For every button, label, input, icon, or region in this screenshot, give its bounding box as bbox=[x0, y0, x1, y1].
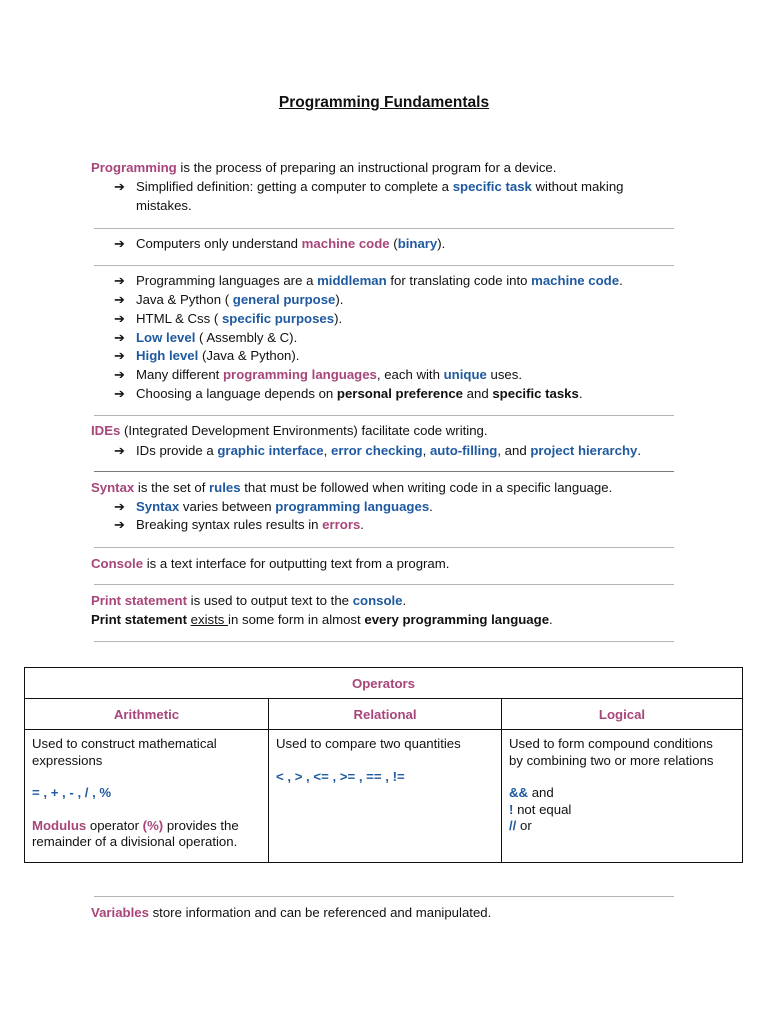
list-item: ➔ Programming languages are a middleman for translating code into machine code. bbox=[114, 273, 623, 288]
cell-text: by combining two or more relations bbox=[509, 752, 714, 768]
arrow-icon: ➔ bbox=[114, 236, 126, 251]
variables-definition: Variables store information and can be referenced and manipulated. bbox=[91, 905, 492, 920]
list-item: ➔ Java & Python ( general purpose). bbox=[114, 292, 344, 307]
list-item: ➔ Many different programming languages, each with unique uses. bbox=[114, 367, 523, 382]
arrow-icon: ➔ bbox=[114, 311, 126, 326]
divider bbox=[94, 641, 674, 642]
relational-cell bbox=[269, 730, 502, 863]
ides-definition: IDEs (Integrated Development Environments) facilitate code writing. bbox=[91, 423, 488, 438]
arithmetic-symbols: = , + , - , / , % bbox=[32, 785, 112, 800]
column-header-relational: Relational bbox=[269, 699, 502, 730]
list-item: ➔ IDs provide a graphic interface, error checking, auto-filling, and project hierarchy. bbox=[114, 443, 642, 458]
cell-text: remainder of a divisional operation. bbox=[32, 834, 238, 849]
print-statement-line: Print statement is used to output text to the console. bbox=[91, 593, 407, 608]
arrow-icon: ➔ bbox=[114, 273, 126, 288]
arrow-icon: ➔ bbox=[114, 179, 126, 194]
print-statement-line: Print statement exists in some form in almost every programming language. bbox=[91, 612, 553, 627]
arrow-icon: ➔ bbox=[114, 517, 126, 532]
arrow-icon: ➔ bbox=[114, 292, 126, 307]
arithmetic-cell bbox=[25, 730, 269, 863]
logical-and: && and bbox=[509, 785, 554, 800]
column-header-logical: Logical bbox=[502, 699, 743, 730]
cell-text: Used to form compound conditions bbox=[509, 736, 713, 751]
cell-text: Used to compare two quantities bbox=[276, 736, 461, 751]
logical-cell bbox=[502, 730, 743, 863]
list-item: ➔ HTML & Css ( specific purposes). bbox=[114, 311, 343, 326]
page-title: Programming Fundamentals bbox=[278, 94, 490, 111]
list-item: ➔ Low level ( Assembly & C). bbox=[114, 330, 298, 345]
modulus-text: Modulus operator (%) provides the bbox=[32, 817, 239, 833]
arrow-icon: ➔ bbox=[114, 348, 126, 363]
list-item: ➔ High level (Java & Python). bbox=[114, 348, 300, 363]
operators-table bbox=[24, 667, 743, 863]
console-definition: Console is a text interface for outputting text from a program. bbox=[91, 556, 450, 571]
list-item: ➔ Breaking syntax rules results in errors. bbox=[114, 517, 364, 532]
list-item: ➔ Syntax varies between programming languages. bbox=[114, 499, 433, 514]
divider bbox=[94, 584, 674, 585]
divider bbox=[94, 415, 674, 416]
divider bbox=[94, 896, 674, 897]
cell-text: Used to construct mathematical bbox=[32, 736, 217, 751]
arrow-icon: ➔ bbox=[114, 386, 126, 401]
arrow-icon: ➔ bbox=[114, 443, 126, 458]
cell-text: expressions bbox=[32, 752, 103, 768]
list-item: ➔ Simplified definition: getting a computer to complete a specific task without making bbox=[114, 179, 624, 194]
relational-symbols: < , > , <= , >= , == , != bbox=[276, 768, 405, 784]
divider bbox=[94, 265, 674, 266]
syntax-definition: Syntax is the set of rules that must be followed when writing code in a specific language. bbox=[91, 480, 613, 495]
divider bbox=[94, 471, 674, 472]
arrow-icon: ➔ bbox=[114, 330, 126, 345]
arrow-icon: ➔ bbox=[114, 499, 126, 514]
programming-definition: Programming is the process of preparing an instructional program for a device. bbox=[91, 160, 557, 175]
divider bbox=[94, 228, 674, 229]
logical-or: // or bbox=[509, 818, 532, 833]
list-item: ➔ Computers only understand machine code (binary). bbox=[114, 236, 446, 251]
column-header-arithmetic: Arithmetic bbox=[25, 699, 269, 730]
arrow-icon: ➔ bbox=[114, 367, 126, 382]
logical-not: ! not equal bbox=[509, 801, 572, 817]
list-item: ➔ Choosing a language depends on personal preference and specific tasks. bbox=[114, 386, 583, 401]
operators-title: Operators bbox=[25, 668, 743, 699]
list-item-continuation: mistakes. bbox=[136, 198, 192, 213]
divider bbox=[94, 547, 674, 548]
